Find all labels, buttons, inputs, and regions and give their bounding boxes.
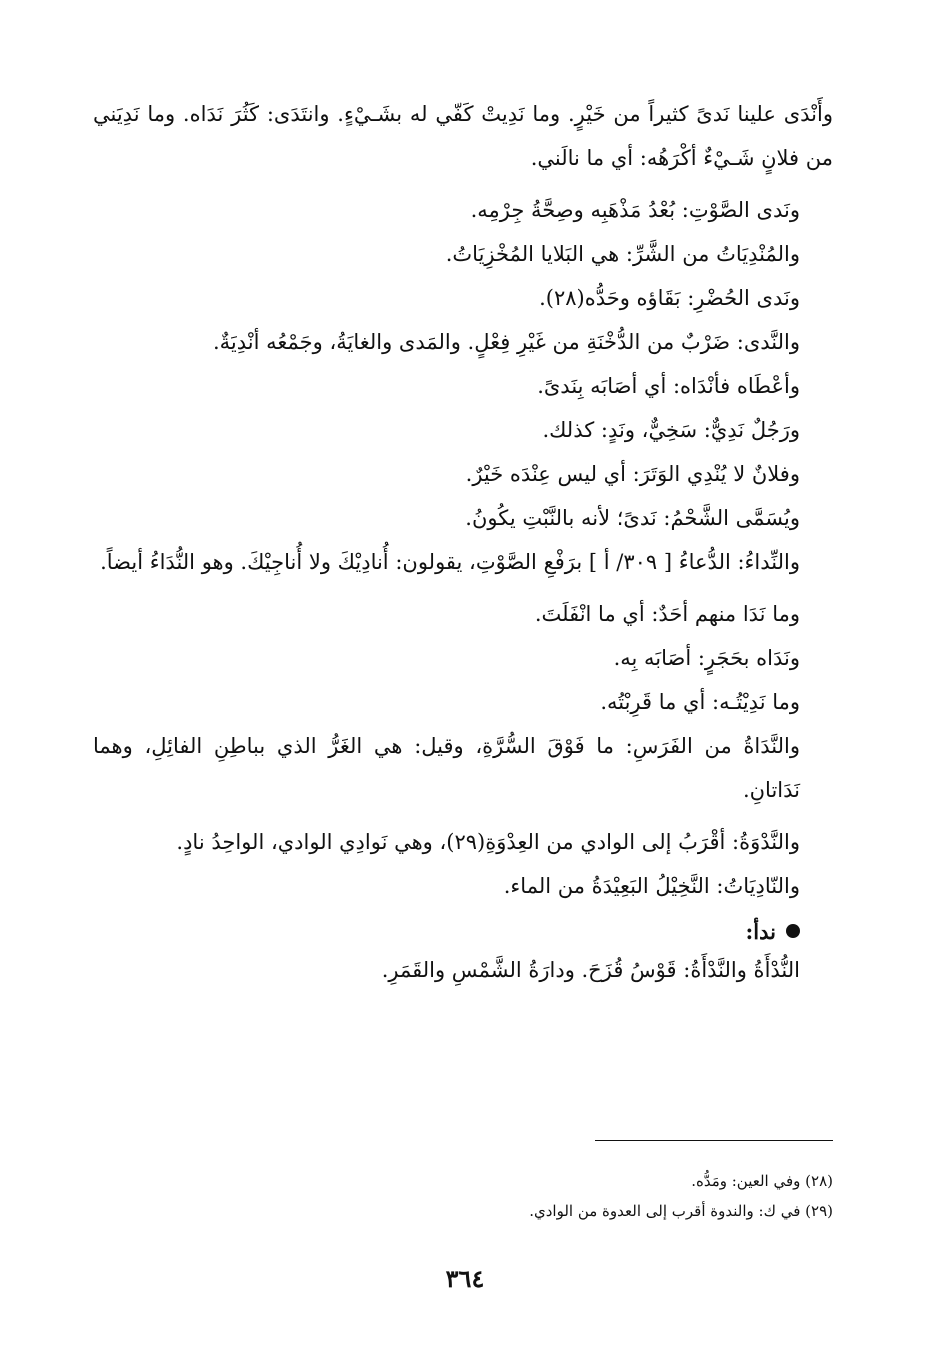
paragraph-2: ونَدى الصَّوْتِ: بُعْدُ مَذْهَبِه وصِحَّةُ جِرْمِه. — [470, 198, 800, 222]
bullet-icon — [786, 924, 800, 938]
paragraph-6: وأعْطَاه فأنْدَاه: أي أصَابَه بِنَدىً. — [537, 374, 800, 398]
paragraph-11: وما نَدَا منهم أحَدٌ: أي ما انْفَلَتَ. — [534, 602, 800, 626]
paragraph-12: ونَدَاه بحَجَرٍ: أصَابَه بِه. — [613, 646, 800, 670]
footnote-29: (٢٩) في ك: والندوة أقرب إلى العدوة من الوادي. — [529, 1202, 833, 1220]
footnote-28: (٢٨) وفي العين: ومَدُّه. — [691, 1172, 833, 1190]
page-number: ٣٦٤ — [445, 1264, 485, 1293]
paragraph-8: وفلانٌ لا يُنْدِي الوَتَرَ: أي ليس عِنْدَه خَيْرٌ. — [465, 462, 800, 486]
entry-body: النُّدْأَةُ والنَّدْأَةُ: قَوْسُ قُزَحَ. ودارَةُ الشَّمْسِ والقَمَرِ. — [381, 958, 800, 982]
paragraph-13: وما نَدِيْتُـه: أي ما قَرِبْتُه. — [600, 690, 800, 714]
paragraph-5: والنَّدى: ضَرْبٌ من الدُّخْنَةِ من غَيْرِ فِعْلٍ. والمَدى والغايَةُ، وجَمْعُه أنْدِيَةٌ. — [212, 330, 800, 354]
paragraph-15: والنَّدْوَةُ: أقْرَبُ إلى الوادي من العِدْوَةِ(٢٩)، وهي نَوادِي الوادي، الواحِدُ نادٍ. — [176, 830, 800, 854]
paragraph-4: ونَدى الحُضْرِ: بَقَاؤه وحَدُّه(٢٨). — [539, 286, 800, 310]
paragraph-9: ويُسَمَّى الشَّحْمُ: نَدىً؛ لأنه بالنَّبْتِ يكُونُ. — [465, 506, 800, 530]
paragraph-1: وأَنْدَى علينا نَدىً كثيراً من خَيْرٍ. وما نَدِيتْ كَفّي له بشَـيْءٍ. وانتَدَى: كَثُرَ نَدَاه. وما نَدِيَني من فلانٍ شَـيْءٌ أكْرَهُه: أي ما نالَني. — [93, 102, 833, 170]
paragraph-14: والنَّدَاةُ من الفَرَسِ: ما فَوْقَ السُّرَّةِ، وقيل: هي الغَرُّ الذي بباطِنِ الفائِلِ، وهما نَدَاتانِ. — [93, 734, 800, 802]
paragraph-10: والنِّداءُ: الدُّعاءُ [ ٣٠٩/ أ ] برَفْعِ الصَّوْتِ، يقولون: أُنادِيْكَ ولا أُناجِيْكَ. وهو النُّدَاءُ أيضاً. — [100, 550, 800, 574]
footnote-divider — [595, 1140, 833, 1141]
entry-heading — [93, 914, 833, 948]
entry-heading-text: ندأ: — [745, 918, 776, 944]
footnotes — [93, 1166, 833, 1226]
paragraph-7: ورَجُلٌ نَدِيٌّ: سَخِيٌّ، ونَدٍ: كذلك. — [542, 418, 800, 442]
main-text — [93, 92, 833, 992]
paragraph-3: والمُنْدِيَاتُ من الشَّرِّ: هي البَلايا المُخْزِيَاتُ. — [445, 242, 800, 266]
paragraph-16: والنّادِيَاتُ: النَّخِيْلُ البَعِيْدَةُ من الماء. — [503, 874, 800, 898]
